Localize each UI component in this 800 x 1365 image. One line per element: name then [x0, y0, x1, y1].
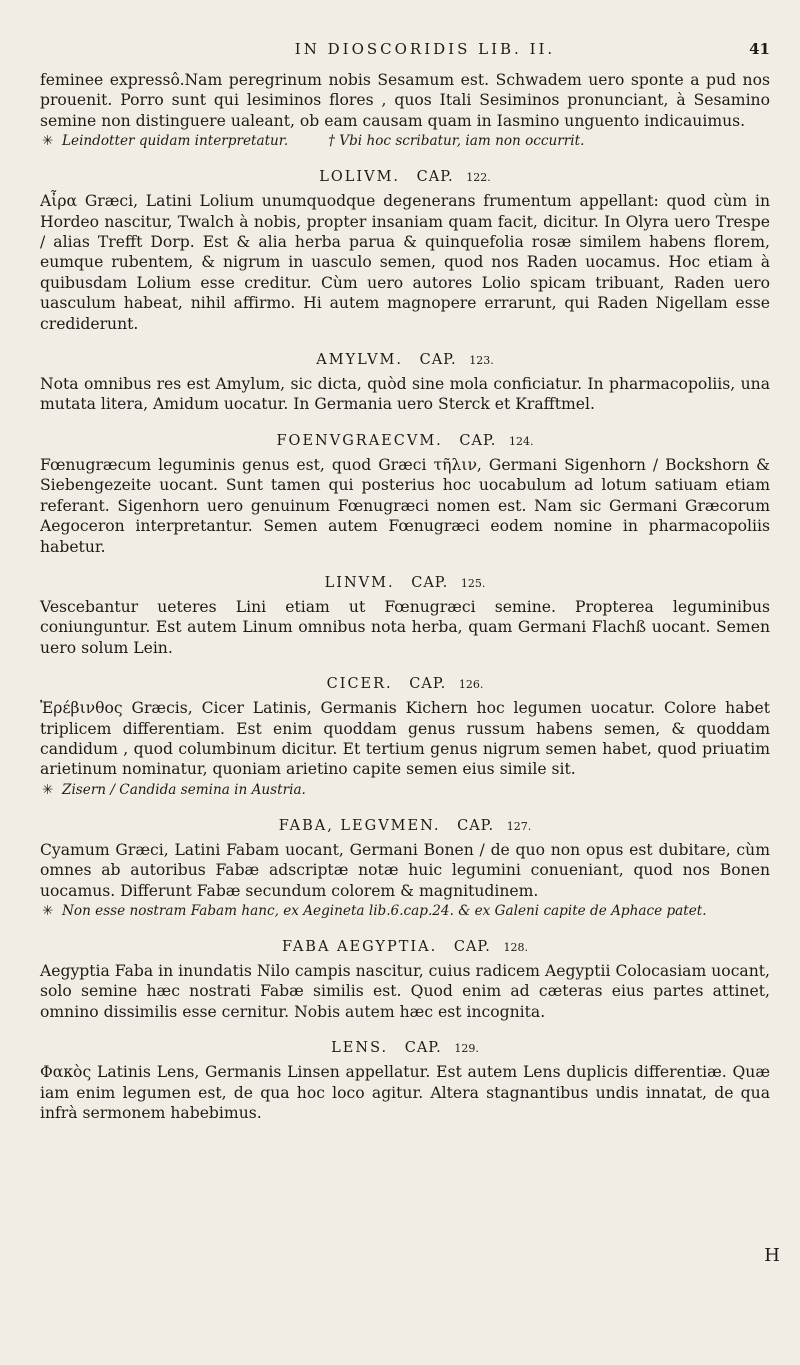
margin-note — [40, 780, 770, 800]
chapter-title: LOLIVM. — [319, 169, 401, 186]
chapter-text: Cyamum Græci, Latini Fabam uocant, Germani Bonen / de quo non opus est dubitare, cùm omnes ab autoribus Fabæ adscriptæ notæ huic legumini conueniant, quod nos Bonen uocamus. Differunt Fabæ secundum colorem & magnitudinem. — [40, 840, 770, 900]
chapter-title: AMYLVM. — [316, 352, 403, 369]
chapter-heading — [40, 575, 770, 591]
chapter-cap: CAP. — [416, 169, 454, 186]
chapter-heading — [40, 676, 770, 692]
chapter-heading — [40, 939, 770, 955]
chapter-foenugraecum — [40, 433, 770, 557]
chapter-number: 122. — [466, 171, 491, 185]
chapter-text: Fœnugræcum leguminis genus est, quod Græci τῆλιν, Germani Sigenhorn / Bockshorn & Siebengezeite uocant. Sunt tamen qui posterius hoc uocabulum ad lotum satiuam etiam referant. Sigenhorn uero genuinum Fœnugræci nomen est. Nam sic Germani Græcorum Aegoceron interpretantur. Semen autem Fœnugræci eodem nomine in pharmacopoliis habetur. — [40, 455, 770, 556]
chapter-title: LINVM. — [324, 574, 395, 591]
chapter-text: Ἐρέβινθος Græcis, Cicer Latinis, Germanis Kichern hoc legumen uocatur. Colore habet triplicem differentiam. Est enim quoddam genus russum habens semen, & quoddam candidum , quod columbinum dicitur. Et tertium genus nigrum semen habet, quod priuatim arietinum nominatur, quoniam arietino capite semen eius simile sit. — [40, 699, 770, 779]
chapter-cap: CAP. — [411, 574, 449, 591]
note-text: Leindotter quidam interpretatur. — [62, 133, 289, 150]
chapter-number: 129. — [454, 1042, 479, 1056]
dagger-mark: † — [328, 133, 340, 150]
chapter-faba-aegyptia — [40, 939, 770, 1022]
margin-note — [328, 131, 584, 151]
chapter-cicer — [40, 676, 770, 800]
running-header — [40, 40, 770, 70]
chapter-title: CICER. — [326, 676, 393, 693]
page-number: 41 — [749, 40, 770, 58]
chapter-text: Φακὸς Latinis Lens, Germanis Linsen appellatur. Est autem Lens duplicis differentiæ. Quæ iam enim legumen est, de qua hoc loco agitur. Altera stagnantibus undis innatat, de qua infrà sermonem habebimus. — [40, 1063, 770, 1122]
chapter-lolium — [40, 169, 770, 334]
intro-paragraph: feminee expressô.Nam peregrinum nobis Sesamum est. Schwadem uero sponte a pud nos prouenit. Porro sunt qui lesiminos flores , quos Itali Sesiminos pronunciant, à Sesamino semine non distinguere ualeant, ob eam causam quam in Iasmino unguento indicauimus. — [40, 71, 770, 130]
asterisk-mark: ✳ — [42, 781, 54, 798]
chapter-number: 124. — [509, 434, 534, 448]
asterisk-mark: ✳ — [42, 902, 54, 919]
chapter-text: Nota omnibus res est Amylum, sic dicta, quòd sine mola conficiatur. In pharmacopoliis, una mutata litera, Amidum uocatur. In Germania uero Sterck et Krafftmel. — [40, 375, 770, 414]
chapter-amylum — [40, 352, 770, 415]
chapter-title: FOENVGRAECVM. — [276, 432, 443, 449]
chapter-title: FABA, LEGVMEN. — [278, 817, 441, 834]
note-text: Non esse nostram Fabam hanc, ex Aegineta lib.6.cap.24. & ex Galeni capite de Aphace patet. — [62, 902, 707, 919]
chapter-faba — [40, 818, 770, 921]
chapter-heading — [40, 169, 770, 185]
signature-mark: H — [764, 1245, 780, 1266]
chapter-title: FABA AEGYPTIA. — [282, 938, 438, 955]
book-page — [40, 40, 770, 1125]
chapter-cap: CAP. — [459, 432, 497, 449]
chapter-number: 126. — [458, 678, 484, 692]
chapter-text: Aegyptia Faba in inundatis Nilo campis nascitur, cuius radicem Aegyptii Colocasiam uocant, solo semine hæc nostrati Fabæ similis est. Quod enim ad cæteras eius partes attinet, omnino dissimilis esse cernitur. Nobis autem hæc est incognita. — [40, 961, 770, 1021]
chapter-lens — [40, 1040, 770, 1123]
chapter-cap: CAP. — [419, 352, 457, 369]
chapter-number: 128. — [503, 940, 528, 954]
chapter-number: 125. — [460, 576, 486, 590]
note-text: Zisern / Candida semina in Austria. — [62, 781, 306, 798]
chapter-cap: CAP. — [453, 938, 491, 955]
chapter-linum — [40, 575, 770, 658]
chapter-text: Vescebantur ueteres Lini etiam ut Fœnugræci semine. Propterea leguminibus coniunguntur. Est autem Linum omnibus nota herba, quam Germani Flachß uocant. Semen uero solum Lein. — [40, 597, 770, 657]
chapter-cap: CAP. — [457, 817, 495, 834]
asterisk-mark: ✳ — [42, 133, 54, 150]
margin-note — [40, 131, 288, 151]
chapter-heading — [40, 1040, 770, 1056]
note-text: Vbi hoc scribatur, iam non occurrit. — [339, 133, 585, 150]
chapter-heading — [40, 352, 770, 368]
margin-note — [40, 901, 770, 921]
chapter-cap: CAP. — [409, 676, 447, 693]
chapter-cap: CAP. — [404, 1040, 442, 1057]
chapter-heading — [40, 433, 770, 449]
chapter-heading — [40, 818, 770, 834]
intro-notes — [40, 131, 770, 151]
running-title: IN DIOSCORIDIS LIB. II. — [294, 40, 556, 58]
chapter-number: 123. — [469, 354, 494, 368]
chapter-title: LENS. — [331, 1040, 389, 1057]
chapter-number: 127. — [506, 819, 532, 833]
chapter-text: Αἶρα Græci, Latini Lolium unumquodque degenerans frumentum appellant: quod cùm in Hordeo nascitur, Twalch à nobis, propter insaniam quam facit, dicitur. In Olyra uero Trespe / alias Trefft Dorp. Est & alia herba parua & quinquefolia rosæ similem habens florem, eumque rubentem, & nigrum in uasculo semen, quod nos Raden uocamus. Hoc etiam à quibusdam Lolium esse creditur. Cùm uero autores Lolio spicam tribuant, Raden uero uasculum habeat, nihil affirmo. Hi autem magnopere errarunt, qui Raden Nigellam esse crediderunt. — [40, 192, 770, 333]
